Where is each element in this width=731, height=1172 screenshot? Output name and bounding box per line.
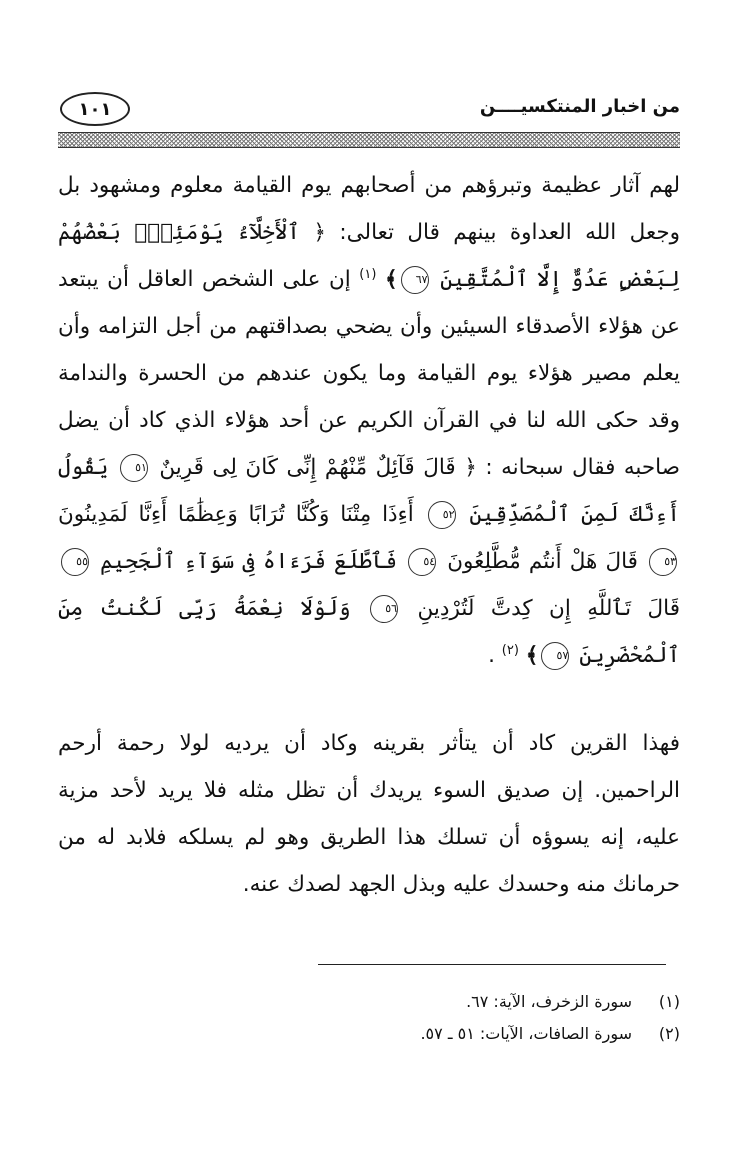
paragraph-1 bbox=[58, 162, 680, 679]
footnote-number: (٢) bbox=[658, 1024, 680, 1043]
footnote-text: سورة الزخرف، الآية: ٦٧. bbox=[466, 992, 632, 1011]
page-header bbox=[58, 92, 680, 128]
quran-text: ﴿ ٱلْأَخِلَّآءُ يَوْمَئِذٍۭ بَعْضُهُمْ لِبَعْضٍ عَدُوٌّ إِلَّا ٱلْمُتَّقِينَ bbox=[58, 220, 680, 292]
footnote-number: (١) bbox=[658, 992, 680, 1011]
quran-bracket: ﴾ bbox=[525, 643, 539, 668]
quran-quote bbox=[58, 455, 680, 668]
text-run: إن على الشخص العاقل أن يبتعد عن هؤلاء الأصدقاء السيئين وأن يضحي بصداقتهم من أجل التزامه وأن يعلم مصير هؤلاء يوم القيامة وما يكون عندهم من الحسرة والندامة وقد حكى الله لنا في القرآن الكريم عن أحد هؤلاء الذي كاد أن يضل صاحبه فقال سبحانه : bbox=[58, 267, 680, 480]
footnotes bbox=[58, 986, 680, 1050]
footnote-text: سورة الصافات، الآيات: ٥١ ـ ٥٧. bbox=[420, 1024, 632, 1043]
footnote-reference: (١) bbox=[359, 266, 377, 282]
paragraph-2: فهذا القرين كاد أن يتأثر بقرينه وكاد أن يرديه لولا رحمة أرحم الراحمين. إن صديق السوء يريدك أن تظل مثله فلا يريد لأحد مزية عليه، إنه يسوؤه أن تسلك هذا الطريق وهو لم يسلكه فلابد له من حرمانك منه وحسدك عليه وبذل الجهد لصدك عنه. bbox=[58, 731, 680, 897]
footnote-item bbox=[58, 1018, 680, 1050]
ayah-number-mark: ٥١ bbox=[120, 454, 148, 482]
quran-text: قَالَ هَلْ أَنتُم مُّطَّلِعُونَ bbox=[447, 549, 638, 574]
quran-text: فَٱطَّلَعَ فَرَءَاهُ فِى سَوَآءِ ٱلْجَحِيمِ bbox=[100, 549, 398, 574]
footnote-separator bbox=[318, 964, 666, 965]
quran-text: قَالَ تَٱللَّهِ إِن كِدتَّ لَتُرْدِينِ bbox=[417, 596, 680, 621]
ayah-number-mark: ٥٢ bbox=[428, 501, 456, 529]
text-run: . bbox=[488, 643, 495, 668]
ayah-number-mark: ٦٧ bbox=[401, 266, 429, 294]
text-run: لهم آثار عظيمة وتبرؤهم من أصحابهم يوم القيامة معلوم ومشهود بل وجعل الله العداوة بينهم قال تعالى: bbox=[58, 173, 680, 245]
footnote-item bbox=[58, 986, 680, 1018]
ayah-number-mark: ٥٦ bbox=[370, 595, 398, 623]
footnote-reference: (٢) bbox=[501, 642, 519, 658]
quran-text: يَقُولُ أَءِنَّكَ لَمِنَ ٱلْمُصَدِّقِينَ bbox=[58, 455, 680, 527]
running-title: من اخبار المنتكسيــــن bbox=[479, 96, 680, 117]
quran-bracket: ﴾ bbox=[384, 267, 398, 292]
quran-text: ﴿ قَالَ قَآئِلٌ مِّنْهُمْ إِنِّى كَانَ لِى قَرِينٌ bbox=[159, 455, 477, 480]
page-number: ١٠١ bbox=[60, 92, 130, 126]
ayah-number-mark: ٥٥ bbox=[61, 548, 89, 576]
header-rule bbox=[58, 132, 680, 148]
ayah-number-mark: ٥٣ bbox=[649, 548, 677, 576]
quran-text: أَءِذَا مِتْنَا وَكُنَّا تُرَابًا وَعِظَٰمًا أَءِنَّا لَمَدِينُونَ bbox=[58, 502, 414, 527]
ayah-number-mark: ٥٤ bbox=[408, 548, 436, 576]
ayah-number-mark: ٥٧ bbox=[541, 642, 569, 670]
quran-text: وَلَوْلَا نِعْمَةُ رَبِّى لَكُنتُ مِنَ ٱلْمُحْضَرِينَ bbox=[58, 596, 680, 668]
